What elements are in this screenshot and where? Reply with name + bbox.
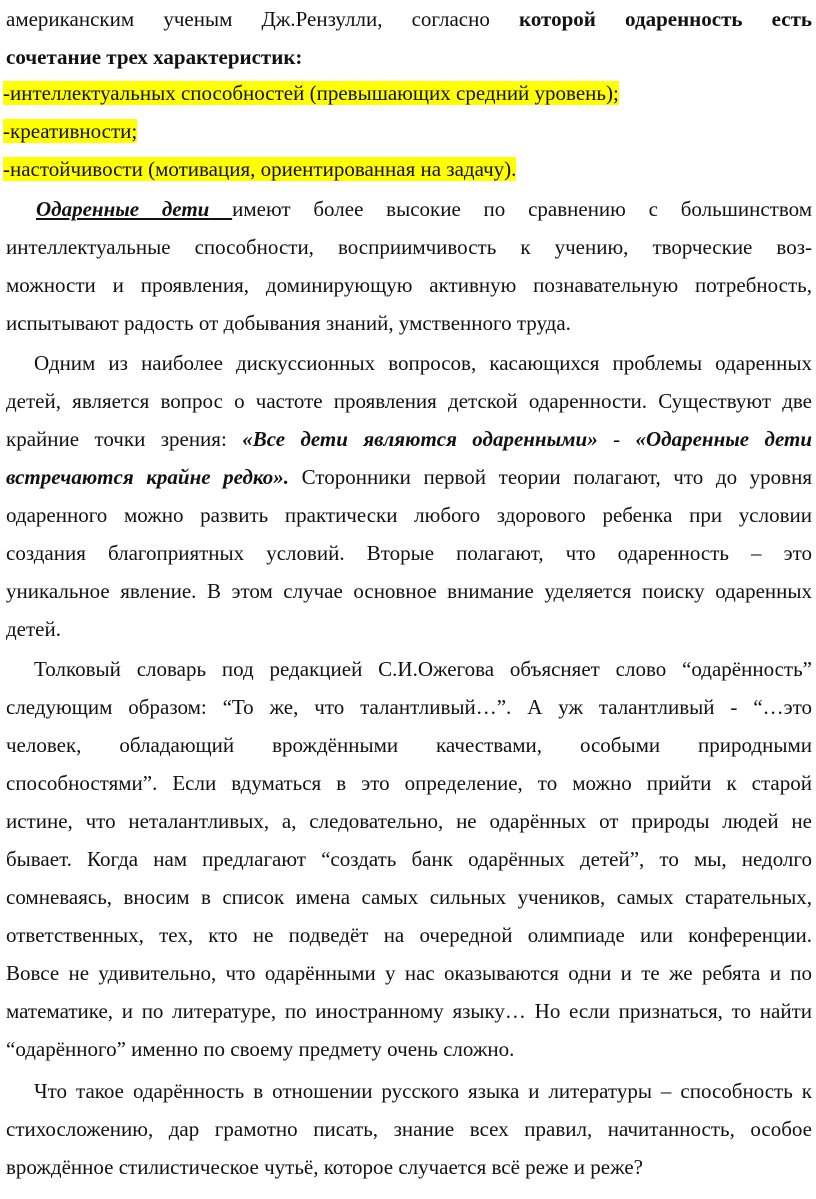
dictionary-line-2: следующим образом: “То же, что талантливый…”. А уж талантливый - “…это [6, 695, 812, 719]
intro-line-1 [6, 0, 812, 38]
highlighted-text: -интеллектуальных способностей (превышающих средний уровень); [3, 81, 619, 105]
intro-line-2: сочетание трех характеристик: [6, 45, 303, 69]
characteristic-item [3, 150, 812, 188]
intro-bold-text: которой одаренность есть [519, 7, 812, 31]
characteristic-item [3, 112, 812, 150]
debate-line-2: детей, является вопрос о частоте проявления детской одаренности. Существуют две [6, 389, 812, 413]
dictionary-line-5: истине, что неталантливых, а, следовательно, не одарённых от природы людей не [6, 809, 812, 833]
debate-line-8: детей. [6, 617, 61, 641]
highlighted-text: -креативности; [3, 119, 138, 143]
question-line-1: Что такое одарённость в отношении русского языка и литературы – способность к [34, 1079, 812, 1103]
gifted-line-4: испытывают радость от добывания знаний, умственного труда. [6, 311, 571, 335]
debate-text: крайние точки зрения: [6, 427, 243, 451]
debate-text: Сторонники первой теории полагают, что до уровня [288, 465, 812, 489]
dictionary-line-6: бывает. Когда нам предлагают “создать банк одарённых детей”, то мы, недолго [6, 847, 812, 871]
dictionary-line-9: Вовсе не удивительно, что одарёнными у нас оказываются одни и те же ребята и по [6, 961, 812, 985]
gifted-line-3: можности и проявления, доминирующую активную познавательную потребность, [6, 273, 812, 297]
debate-line-5: одаренного можно развить практически любого здорового ребенка при условии [6, 503, 812, 527]
dictionary-line-10: математике, и по литературе, по иностранному языку… Но если признаться, то найти [6, 999, 812, 1023]
debate-line-3 [6, 420, 812, 458]
question-line-3: врождённое стилистическое чутьё, которое случается всё реже и реже? [6, 1155, 643, 1179]
quote-all-gifted: «Все дети являются одаренными» [242, 427, 598, 451]
dictionary-line-8: ответственных, тех, кто не подведёт на очередной олимпиаде или конференции. [6, 923, 812, 947]
debate-line-7: уникальное явление. В этом случае основное внимание уделяется поиску одаренных [6, 579, 812, 603]
highlighted-text: -настойчивости (мотивация, ориентированная на задачу). [3, 157, 517, 181]
dictionary-line-11: “одарённого” именно по своему предмету очень сложно. [6, 1037, 515, 1061]
gifted-line-1 [36, 190, 812, 228]
dictionary-line-3: человек, обладающий врождёнными качествами, особыми природными [6, 733, 812, 757]
dictionary-line-1: Толковый словарь под редакцией С.И.Ожегова объясняет слово “одарённость” [34, 657, 812, 681]
dictionary-line-7: сомневаясь, вносим в список имена самых сильных учеников, самых старательных, [6, 885, 812, 909]
gifted-line-2: интеллектуальные способности, восприимчивость к учению, творческие воз- [6, 235, 812, 259]
dictionary-line-4: способностями”. Если вдуматься в это определение, то можно прийти к старой [6, 771, 812, 795]
characteristic-item [3, 74, 812, 112]
gifted-term: Одаренные дети [36, 197, 210, 221]
question-line-2: стихосложению, дар грамотно писать, знание всех правил, начитанность, особое [6, 1117, 812, 1141]
quote-rare-gifted: «Одаренные дети [635, 427, 812, 451]
debate-line-1: Одним из наиболее дискуссионных вопросов, касающихся проблемы одаренных [34, 351, 812, 375]
intro-text: американским ученым Дж.Рензулли, согласно [6, 7, 520, 31]
quote-rare-gifted-end: встречаются крайне редко». [6, 465, 289, 489]
gifted-text: имеют более высокие по сравнению с большинством [232, 197, 813, 221]
dash: - [597, 427, 636, 451]
debate-line-6: создания благоприятных условий. Вторые полагают, что одаренность – это [6, 541, 812, 565]
debate-line-4 [6, 458, 812, 496]
